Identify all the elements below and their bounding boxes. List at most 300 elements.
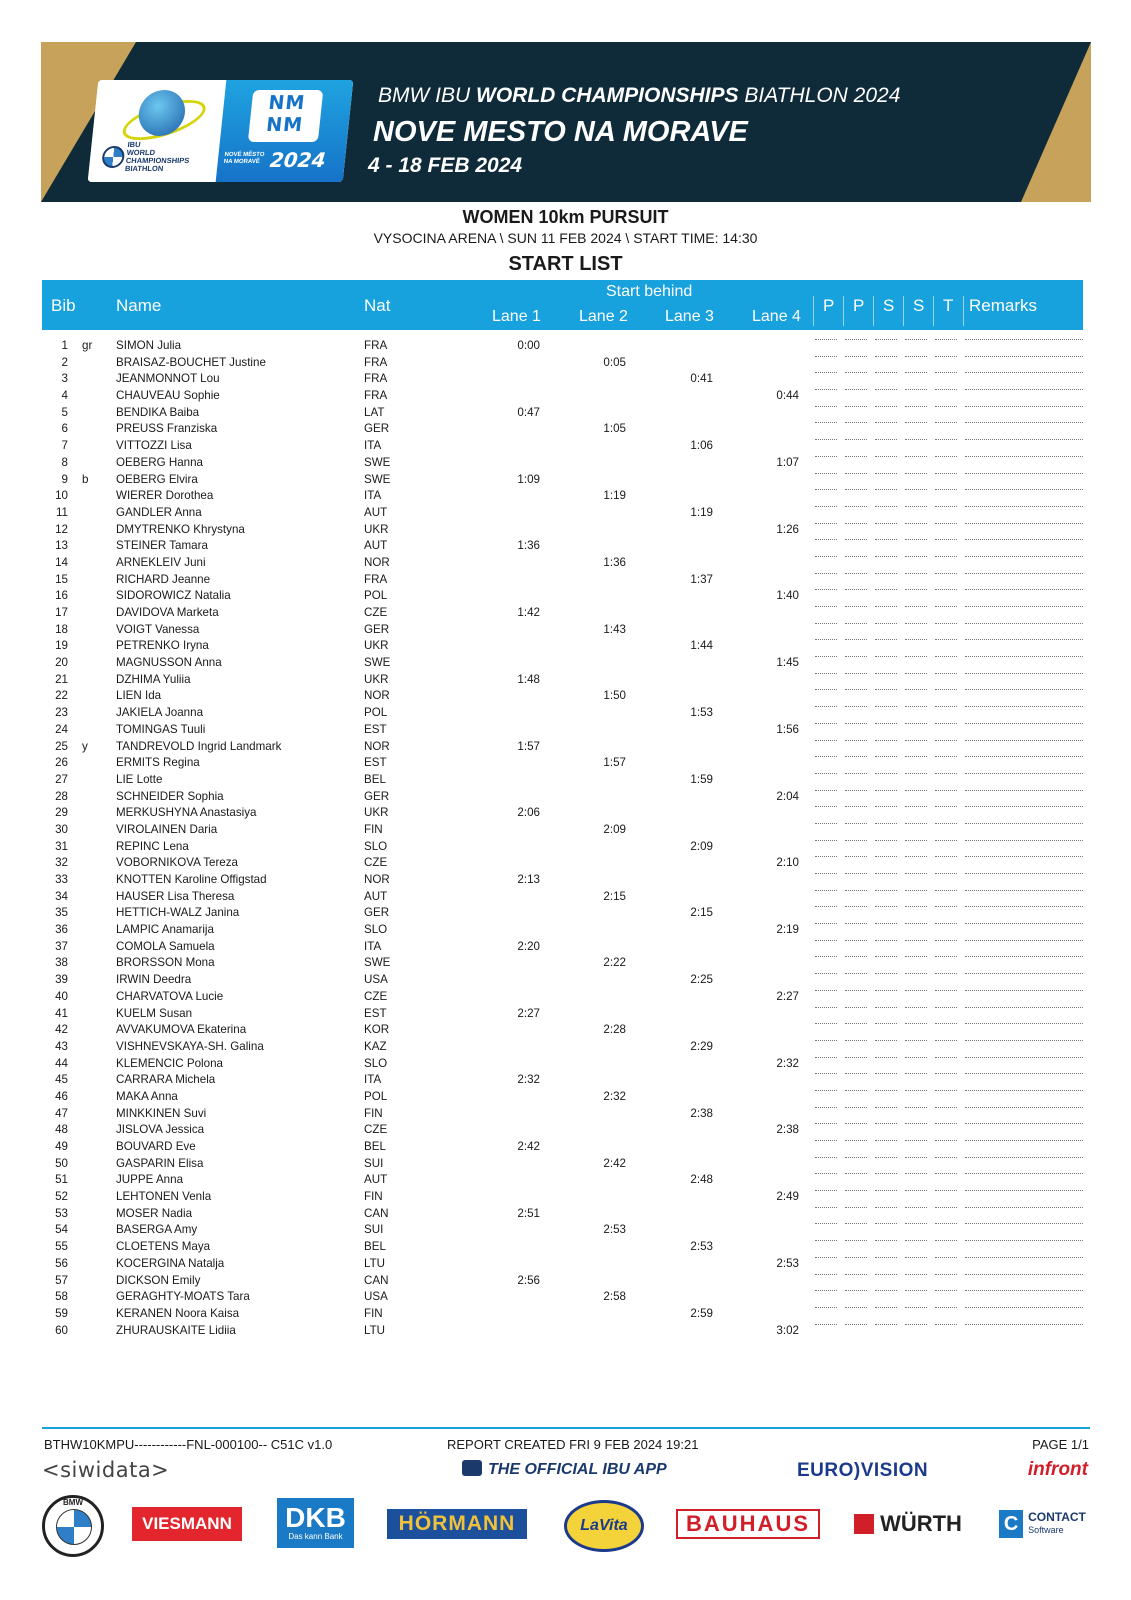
shooting-result-field [845, 606, 867, 607]
shooting-result-field [875, 723, 897, 724]
bib-cell: 34 [55, 889, 68, 903]
athlete-name: CHARVATOVA Lucie [116, 989, 224, 1003]
bib-cell: 26 [55, 756, 68, 770]
shooting-result-field [815, 940, 837, 941]
start-behind-time: 2:32 [603, 1089, 626, 1103]
shooting-result-field [905, 656, 927, 657]
start-behind-time: 2:22 [603, 956, 626, 970]
shooting-result-field [935, 589, 957, 590]
bib-cell: 9 [61, 472, 68, 486]
athlete-name: MOSER Nadia [116, 1206, 193, 1220]
shooting-result-field [935, 1090, 957, 1091]
nation-code: KAZ [364, 1039, 387, 1053]
athlete-name: IRWIN Deedra [116, 973, 192, 987]
bib-cell: 7 [61, 439, 68, 453]
shooting-result-field [845, 673, 867, 674]
shooting-result-field [815, 1090, 837, 1091]
table-row [0, 1206, 1131, 1223]
start-behind-time: 1:37 [690, 572, 713, 586]
shooting-result-field [845, 1173, 867, 1174]
shooting-result-field [935, 990, 957, 991]
shooting-result-field [815, 706, 837, 707]
shooting-result-field [875, 489, 897, 490]
remarks-field [965, 489, 1083, 490]
nation-code: CZE [364, 1123, 388, 1137]
shooting-result-field [845, 906, 867, 907]
remarks-field [965, 906, 1083, 907]
shooting-result-field [845, 1240, 867, 1241]
shooting-result-field [875, 1223, 897, 1224]
shooting-result-field [935, 1207, 957, 1208]
nation-code: LTU [364, 1323, 386, 1337]
header-separator [903, 296, 904, 326]
shooting-result-field [845, 1107, 867, 1108]
table-row [0, 1039, 1131, 1056]
bib-cell: 56 [55, 1256, 68, 1270]
shooting-result-field [845, 473, 867, 474]
banner-gold-stripe-right [1021, 42, 1091, 202]
nation-code: FIN [364, 1190, 383, 1204]
bib-cell: 51 [55, 1173, 68, 1187]
bib-cell: 15 [55, 572, 68, 586]
table-row [0, 1006, 1131, 1023]
shooting-result-field [905, 856, 927, 857]
start-behind-time: 2:13 [517, 873, 540, 886]
shooting-result-field [845, 523, 867, 524]
shooting-result-field [875, 1057, 897, 1058]
shooting-result-field [815, 1107, 837, 1108]
shooting-result-field [875, 956, 897, 957]
nation-code: AUT [364, 539, 388, 553]
table-row [0, 939, 1131, 956]
shooting-result-field [875, 940, 897, 941]
remarks-field [965, 940, 1083, 941]
start-behind-time: 0:05 [603, 355, 626, 369]
start-behind-time: 2:59 [690, 1306, 713, 1320]
start-behind-time: 2:27 [517, 1006, 540, 1020]
shooting-result-field [815, 756, 837, 757]
shooting-result-field [845, 1140, 867, 1141]
table-row [0, 1323, 1131, 1340]
start-behind-time: 2:32 [776, 1056, 799, 1070]
header-total: T [943, 296, 954, 315]
remarks-field [965, 1240, 1083, 1241]
table-row [0, 739, 1131, 756]
shooting-result-field [905, 940, 927, 941]
bmw-logo-text: BMW [63, 1498, 83, 1507]
remarks-field [965, 1157, 1083, 1158]
athlete-name: STEINER Tamara [116, 539, 208, 553]
bmw-roundel-icon [101, 146, 125, 168]
wurth-mark-icon [854, 1514, 874, 1534]
nation-code: SWE [364, 455, 391, 469]
table-row [0, 722, 1131, 739]
remarks-field [965, 1073, 1083, 1074]
contact-software-logo: C CONTACT Software [995, 1509, 1090, 1539]
athlete-name: ZHURAUSKAITE Lidiia [116, 1323, 236, 1337]
remarks-field [965, 656, 1083, 657]
nation-code: SWE [364, 656, 391, 670]
start-behind-time: 2:51 [517, 1206, 540, 1220]
table-row [0, 822, 1131, 839]
shooting-result-field [935, 1073, 957, 1074]
remarks-field [965, 756, 1083, 757]
table-row [0, 989, 1131, 1006]
athlete-name: GERAGHTY-MOATS Tara [116, 1290, 250, 1304]
athlete-name: KUELM Susan [116, 1006, 193, 1020]
remarks-field [965, 1257, 1083, 1258]
table-row [0, 972, 1131, 989]
shooting-result-field [905, 589, 927, 590]
athlete-name: TANDREVOLD Ingrid Landmark [116, 739, 282, 753]
shooting-result-field [845, 589, 867, 590]
shooting-result-field [845, 1090, 867, 1091]
shooting-result-field [815, 1207, 837, 1208]
bib-cell: 6 [61, 422, 68, 436]
start-behind-time: 1:19 [690, 505, 713, 519]
athlete-name: TOMINGAS Tuuli [116, 722, 206, 736]
remarks-field [965, 506, 1083, 507]
header-separator [933, 296, 934, 326]
shooting-result-field [875, 1140, 897, 1141]
start-behind-time: 1:44 [690, 639, 713, 653]
shooting-result-field [935, 539, 957, 540]
remarks-field [965, 372, 1083, 373]
bib-cell: 10 [55, 489, 68, 503]
shooting-result-field [815, 456, 837, 457]
athlete-name: KERANEN Noora Kaisa [116, 1306, 240, 1320]
athlete-name: DAVIDOVA Marketa [116, 606, 219, 619]
ibu-app-icon [462, 1460, 482, 1476]
bib-cell: 35 [55, 906, 68, 920]
shooting-result-field [905, 1324, 927, 1325]
shooting-result-field [905, 456, 927, 457]
shooting-result-field [905, 806, 927, 807]
header-prone-1: P [823, 296, 835, 315]
remarks-field [965, 923, 1083, 924]
shooting-result-field [845, 840, 867, 841]
nation-code: CZE [364, 856, 388, 870]
shooting-result-field [845, 923, 867, 924]
shooting-result-field [815, 1123, 837, 1124]
shooting-result-field [935, 740, 957, 741]
shooting-result-field [845, 656, 867, 657]
shooting-result-field [845, 940, 867, 941]
athlete-name: SIDOROWICZ Natalia [116, 589, 231, 603]
shooting-result-field [815, 689, 837, 690]
shooting-result-field [845, 1057, 867, 1058]
shooting-result-field [845, 573, 867, 574]
nation-code: CZE [364, 606, 388, 619]
athlete-name: MAGNUSSON Anna [116, 656, 222, 670]
shooting-result-field [875, 473, 897, 474]
viessmann-logo: VIESMANN [132, 1507, 242, 1541]
bib-cell: 8 [61, 455, 68, 469]
shooting-result-field [815, 1223, 837, 1224]
shooting-result-field [815, 873, 837, 874]
shooting-result-field [845, 740, 867, 741]
shooting-result-field [815, 1157, 837, 1158]
nation-code: ITA [364, 439, 382, 453]
remarks-field [965, 473, 1083, 474]
shooting-result-field [845, 956, 867, 957]
shooting-result-field [905, 1107, 927, 1108]
header-lane-4: Lane 4 [752, 308, 801, 325]
table-row [0, 922, 1131, 939]
shooting-result-field [845, 1207, 867, 1208]
table-row [0, 1222, 1131, 1239]
shooting-result-field [905, 439, 927, 440]
nation-code: AUT [364, 889, 388, 903]
bib-cell: 37 [55, 939, 68, 953]
shooting-result-field [845, 689, 867, 690]
shooting-result-field [815, 1140, 837, 1141]
shooting-result-field [935, 422, 957, 423]
shooting-result-field [905, 740, 927, 741]
header-separator [873, 296, 874, 326]
shooting-result-field [815, 339, 837, 340]
shooting-result-field [815, 890, 837, 891]
table-row [0, 472, 1131, 489]
bib-cell: 33 [55, 873, 68, 886]
remarks-field [965, 790, 1083, 791]
remarks-field [965, 1090, 1083, 1091]
shooting-result-field [875, 740, 897, 741]
shooting-result-field [845, 806, 867, 807]
shooting-result-field [905, 506, 927, 507]
athlete-name: BASERGA Amy [116, 1223, 198, 1237]
nation-code: UKR [364, 672, 389, 686]
start-behind-time: 2:04 [776, 789, 799, 803]
nation-code: KOR [364, 1023, 390, 1037]
shooting-result-field [905, 623, 927, 624]
bib-cell: 1 [61, 339, 68, 352]
start-behind-time: 2:29 [690, 1039, 713, 1053]
start-behind-time: 2:06 [517, 806, 540, 820]
shooting-result-field [875, 1240, 897, 1241]
shooting-result-field [845, 489, 867, 490]
bib-cell: 52 [55, 1190, 68, 1204]
remarks-field [965, 523, 1083, 524]
remarks-field [965, 1290, 1083, 1291]
shooting-result-field [935, 756, 957, 757]
nation-code: FIN [364, 1306, 383, 1320]
remarks-field [965, 956, 1083, 957]
shooting-result-field [935, 523, 957, 524]
table-row [0, 1022, 1131, 1039]
lavita-logo: LaVita [564, 1500, 644, 1552]
table-row [0, 371, 1131, 388]
shooting-result-field [935, 1007, 957, 1008]
table-row [0, 622, 1131, 639]
shooting-result-field [935, 873, 957, 874]
bib-cell: 32 [55, 856, 68, 870]
table-row [0, 421, 1131, 438]
remarks-field [965, 456, 1083, 457]
shooting-result-field [845, 1007, 867, 1008]
athlete-name: MAKA Anna [116, 1089, 178, 1103]
remarks-field [965, 689, 1083, 690]
shooting-result-field [935, 890, 957, 891]
athlete-name: PREUSS Franziska [116, 422, 218, 436]
table-row [0, 605, 1131, 622]
shooting-result-field [845, 356, 867, 357]
shooting-result-field [935, 1023, 957, 1024]
bib-cell: 54 [55, 1223, 68, 1237]
shooting-result-field [875, 556, 897, 557]
shooting-result-field [875, 356, 897, 357]
shooting-result-field [905, 1057, 927, 1058]
athlete-name: BENDIKA Baiba [116, 405, 200, 419]
remarks-field [965, 606, 1083, 607]
nation-code: FIN [364, 822, 383, 836]
table-row [0, 1156, 1131, 1173]
table-row [0, 555, 1131, 572]
shooting-result-field [815, 573, 837, 574]
shooting-result-field [815, 990, 837, 991]
shooting-result-field [875, 1040, 897, 1041]
shooting-result-field [815, 589, 837, 590]
table-row [0, 1139, 1131, 1156]
bib-cell: 47 [55, 1106, 68, 1120]
shooting-result-field [935, 372, 957, 373]
athlete-name: KNOTTEN Karoline Offigstad [116, 873, 267, 886]
nation-code: GER [364, 422, 390, 436]
table-row [0, 1256, 1131, 1273]
bib-cell: 20 [55, 656, 68, 670]
start-behind-time: 1:43 [603, 622, 626, 636]
shooting-result-field [875, 1090, 897, 1091]
start-behind-time: 1:48 [517, 672, 540, 686]
nation-code: EST [364, 722, 387, 736]
nation-code: NOR [364, 689, 390, 703]
bib-cell: 38 [55, 956, 68, 970]
bib-cell: 17 [55, 606, 68, 619]
shooting-result-field [845, 1307, 867, 1308]
athlete-name: JEANMONNOT Lou [116, 372, 220, 386]
table-row [0, 505, 1131, 522]
list-title: START LIST [508, 253, 623, 275]
bib-cell: 42 [55, 1023, 68, 1037]
shooting-result-field [935, 389, 957, 390]
bib-cell: 13 [55, 539, 68, 553]
shooting-result-field [935, 506, 957, 507]
remarks-field [965, 1040, 1083, 1041]
shooting-result-field [905, 723, 927, 724]
remarks-field [965, 1107, 1083, 1108]
shooting-result-field [845, 756, 867, 757]
athlete-name: CARRARA Michela [116, 1073, 216, 1087]
shooting-result-field [905, 706, 927, 707]
table-row [0, 1072, 1131, 1089]
shooting-result-field [845, 1290, 867, 1291]
start-behind-time: 1:57 [603, 756, 626, 770]
shooting-result-field [815, 806, 837, 807]
nation-code: AUT [364, 505, 388, 519]
athlete-name: HETTICH-WALZ Janina [116, 906, 240, 920]
start-behind-time: 2:53 [776, 1256, 799, 1270]
header-lane-1: Lane 1 [492, 308, 541, 325]
shooting-result-field [905, 372, 927, 373]
bib-cell: 59 [55, 1306, 68, 1320]
start-behind-time: 2:32 [517, 1073, 540, 1087]
shooting-result-field [935, 840, 957, 841]
shooting-result-field [935, 1324, 957, 1325]
hormann-logo: HÖRMANN [387, 1509, 527, 1539]
shooting-result-field [935, 906, 957, 907]
shooting-result-field [905, 990, 927, 991]
shooting-result-field [845, 422, 867, 423]
start-behind-time: 1:07 [776, 455, 799, 469]
banner-dates: 4 - 18 FEB 2024 [368, 154, 523, 177]
shooting-result-field [935, 673, 957, 674]
start-behind-time: 1:53 [690, 706, 713, 720]
table-row [0, 1306, 1131, 1323]
header-separator [843, 296, 844, 326]
shooting-result-field [875, 1157, 897, 1158]
dkb-logo: DKB Das kann Bank [277, 1498, 354, 1548]
bmw-roundel-icon [56, 1509, 92, 1545]
shooting-result-field [935, 356, 957, 357]
contact-c-icon: C [999, 1510, 1023, 1538]
athlete-name: BRAISAZ-BOUCHET Justine [116, 355, 266, 369]
table-row [0, 655, 1131, 672]
shooting-result-field [875, 1307, 897, 1308]
bib-cell: 48 [55, 1123, 68, 1137]
remarks-field [965, 589, 1083, 590]
shooting-result-field [815, 439, 837, 440]
shooting-result-field [815, 506, 837, 507]
header-lane-3: Lane 3 [665, 308, 714, 325]
start-behind-time: 1:36 [517, 539, 540, 553]
remarks-field [965, 673, 1083, 674]
header-name: Name [116, 296, 162, 315]
table-row [0, 672, 1131, 689]
shooting-result-field [845, 623, 867, 624]
shooting-result-field [905, 973, 927, 974]
athlete-name: MERKUSHYNA Anastasiya [116, 806, 257, 820]
shooting-result-field [905, 840, 927, 841]
bib-cell: 16 [55, 589, 68, 603]
remarks-field [965, 856, 1083, 857]
bib-cell: 55 [55, 1240, 68, 1254]
shooting-result-field [875, 439, 897, 440]
table-row [0, 889, 1131, 906]
nation-code: SWE [364, 472, 391, 486]
shooting-result-field [875, 890, 897, 891]
bib-color-flag: b [82, 472, 89, 486]
shooting-result-field [875, 623, 897, 624]
athlete-name: JAKIELA Joanna [116, 706, 204, 720]
athlete-name: LIEN Ida [116, 689, 162, 703]
shooting-result-field [935, 489, 957, 490]
header-separator [963, 296, 964, 326]
athlete-name: DZHIMA Yuliia [116, 672, 191, 686]
shooting-result-field [905, 539, 927, 540]
shooting-result-field [905, 923, 927, 924]
start-list-table [0, 338, 1131, 1339]
start-behind-time: 2:28 [603, 1023, 626, 1037]
table-row [0, 839, 1131, 856]
remarks-field [965, 406, 1083, 407]
shooting-result-field [905, 473, 927, 474]
shooting-result-field [905, 523, 927, 524]
shooting-result-field [905, 573, 927, 574]
bib-cell: 45 [55, 1073, 68, 1087]
athlete-name: HAUSER Lisa Theresa [116, 889, 235, 903]
nation-code: FRA [364, 372, 388, 386]
athlete-name: VISHNEVSKAYA-SH. Galina [116, 1039, 264, 1053]
